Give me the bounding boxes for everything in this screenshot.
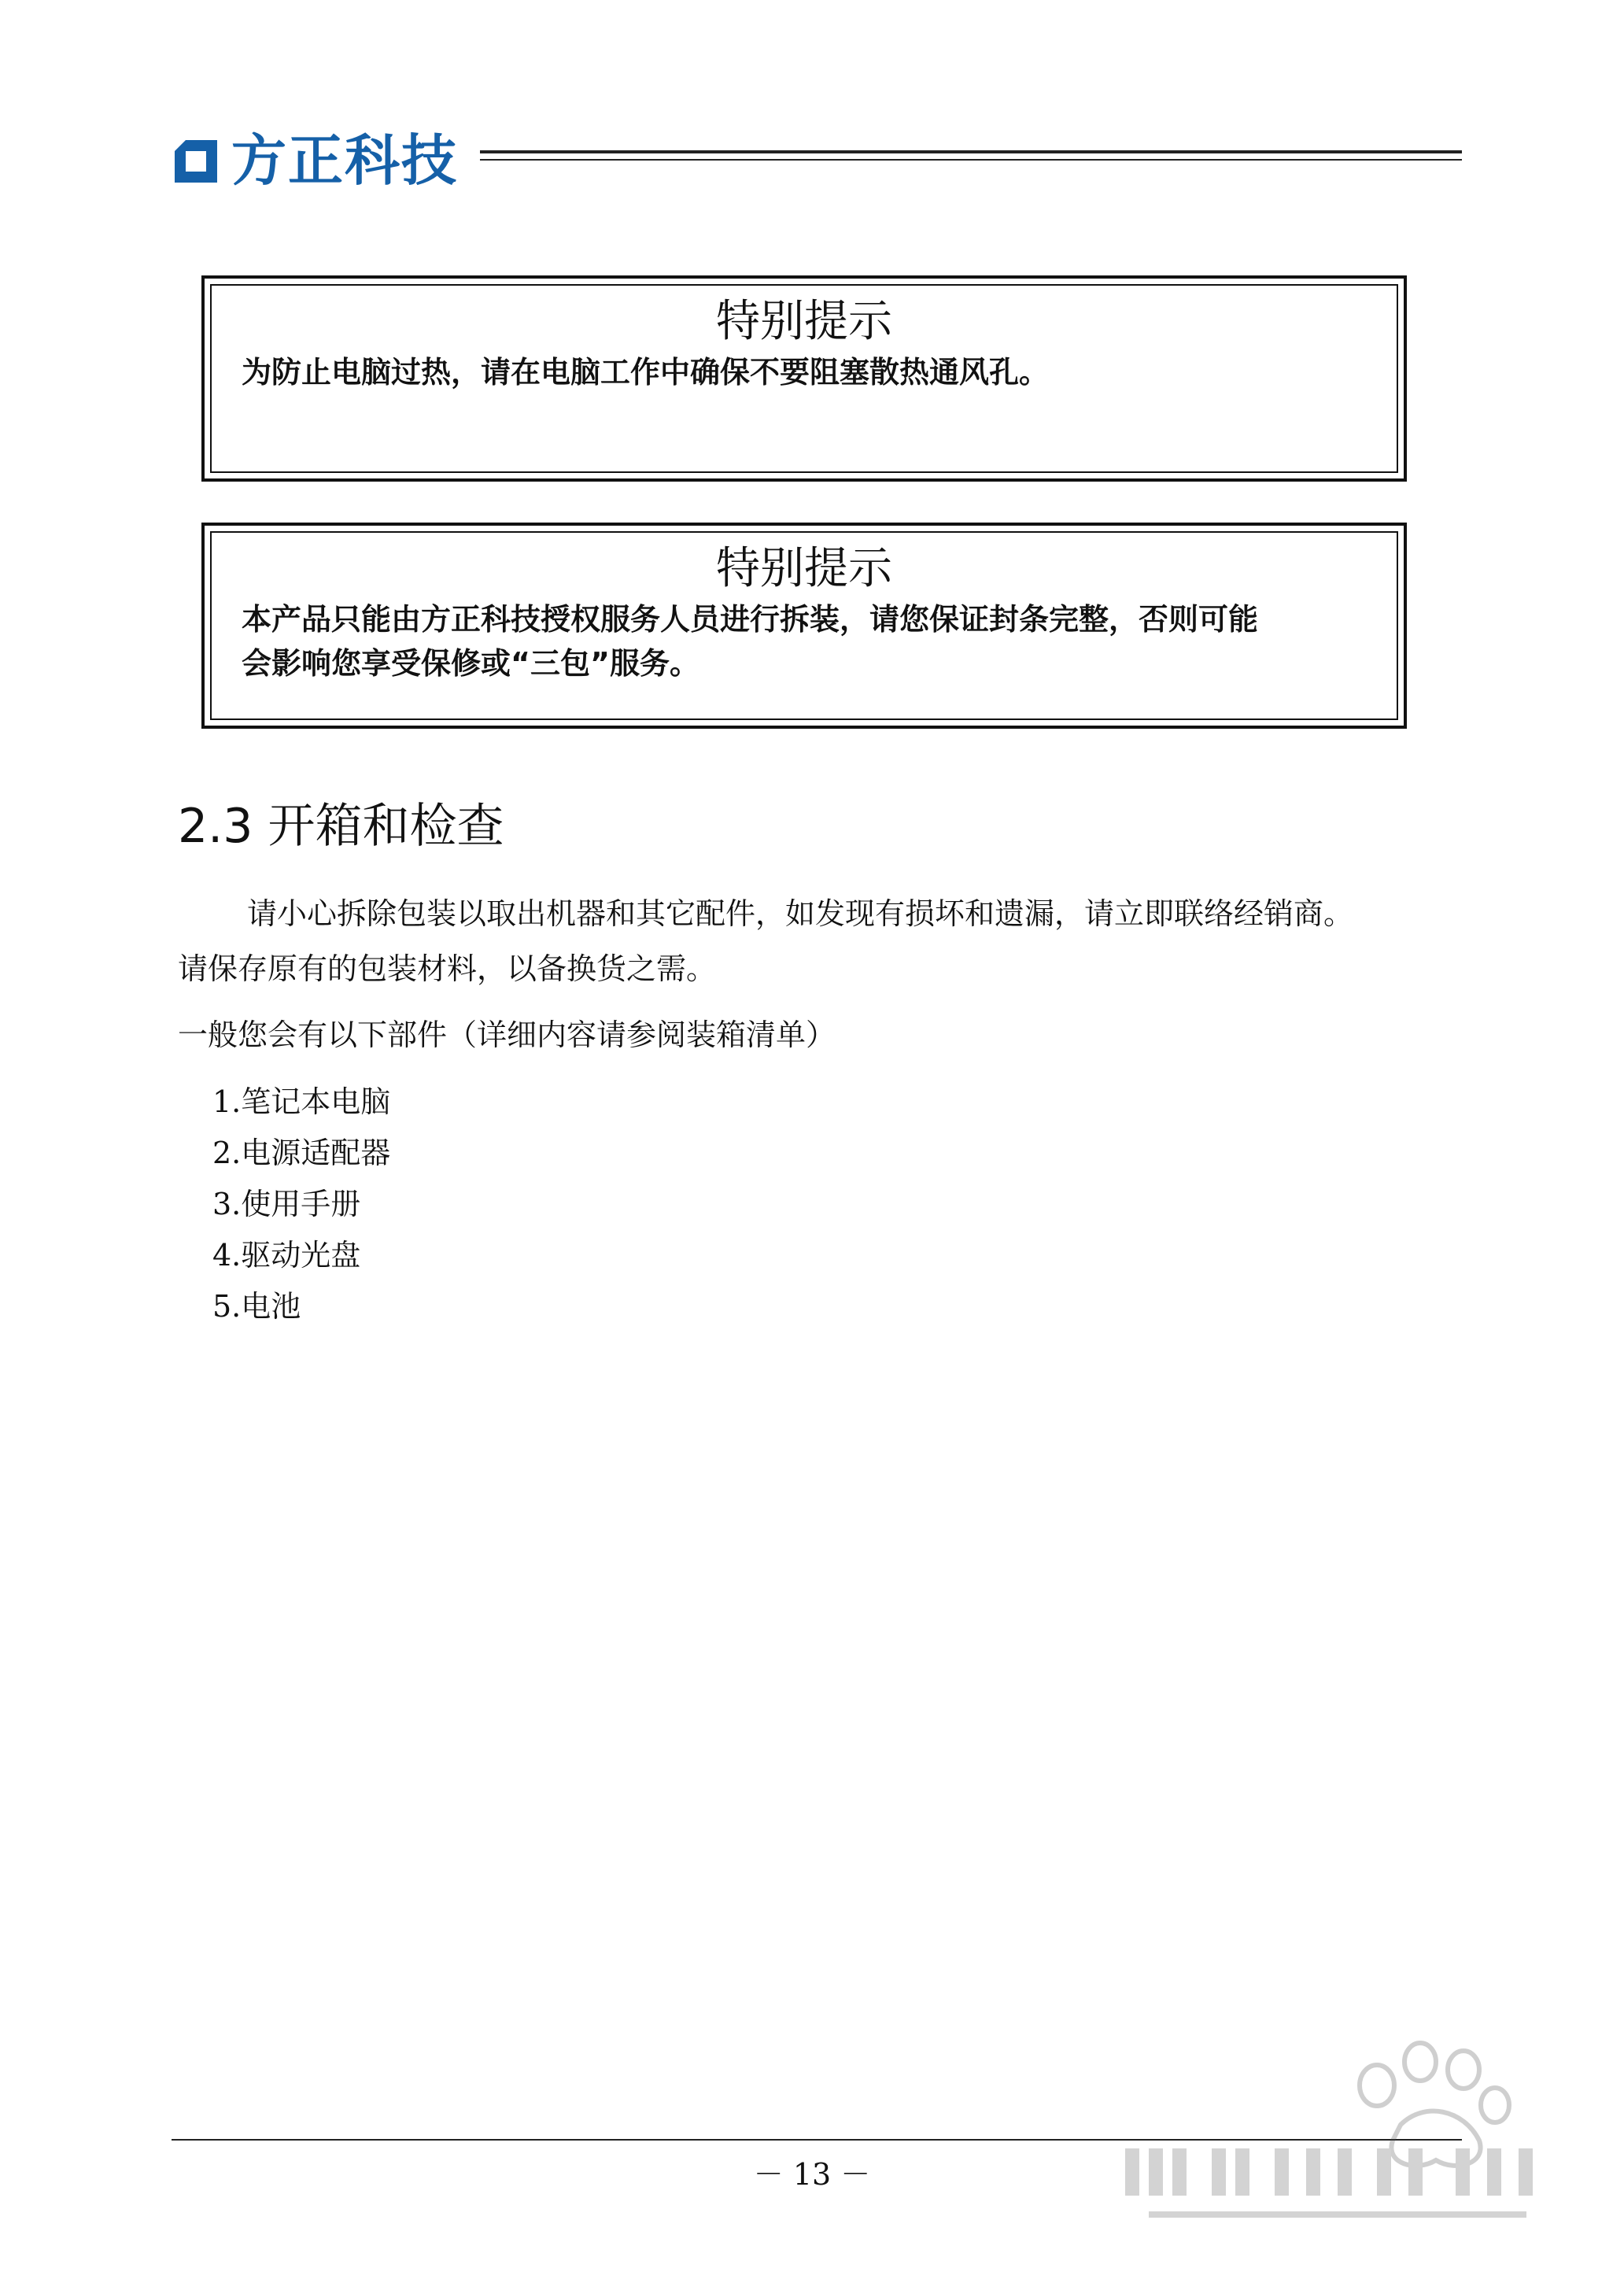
notice-box xyxy=(201,275,1407,482)
notice-text-line: 为防止电脑过热，请在电脑工作中确保不要阻塞散热通风孔。 xyxy=(242,355,1050,390)
list-item: 4.驱动光盘 xyxy=(212,1238,361,1273)
list-item: 5.电池 xyxy=(212,1289,301,1324)
logo-text: 方正科技 xyxy=(231,128,458,193)
header-rule-thick xyxy=(480,150,1462,153)
notice-box-inner xyxy=(210,531,1398,720)
intro-paragraph-line: 请保存原有的包装材料，以备换货之需。 xyxy=(178,951,717,986)
list-item: 2.电源适配器 xyxy=(212,1136,391,1170)
list-item: 1.笔记本电脑 xyxy=(212,1084,391,1119)
intro-paragraph-line: 请小心拆除包装以取出机器和其它配件，如发现有损坏和遗漏，请立即联络经销商。 xyxy=(247,896,1354,931)
founder-logo-icon xyxy=(172,137,220,186)
notice-box xyxy=(201,523,1407,729)
notice-text-line: 会影响您享受保修或“三包”服务。 xyxy=(242,646,699,681)
list-item: 3.使用手册 xyxy=(212,1187,361,1221)
page-header xyxy=(172,118,1462,205)
notice-title: 特别提示 xyxy=(716,543,892,594)
notice-box-inner xyxy=(210,284,1398,473)
section-heading: 2.3 开箱和检查 xyxy=(178,799,504,854)
header-rule-thin xyxy=(480,159,1462,161)
parts-list xyxy=(212,1077,390,1332)
notice-title: 特别提示 xyxy=(716,296,892,347)
page-number: － 13 － xyxy=(753,2157,871,2192)
notice-text-line: 本产品只能由方正科技授权服务人员进行拆装，请您保证封条完整，否则可能 xyxy=(242,602,1259,637)
intro-paragraph xyxy=(178,886,1484,996)
parts-intro: 一般您会有以下部件（详细内容请参阅装箱清单） xyxy=(178,1018,836,1052)
baidu-watermark-logo xyxy=(1117,2030,1558,2235)
